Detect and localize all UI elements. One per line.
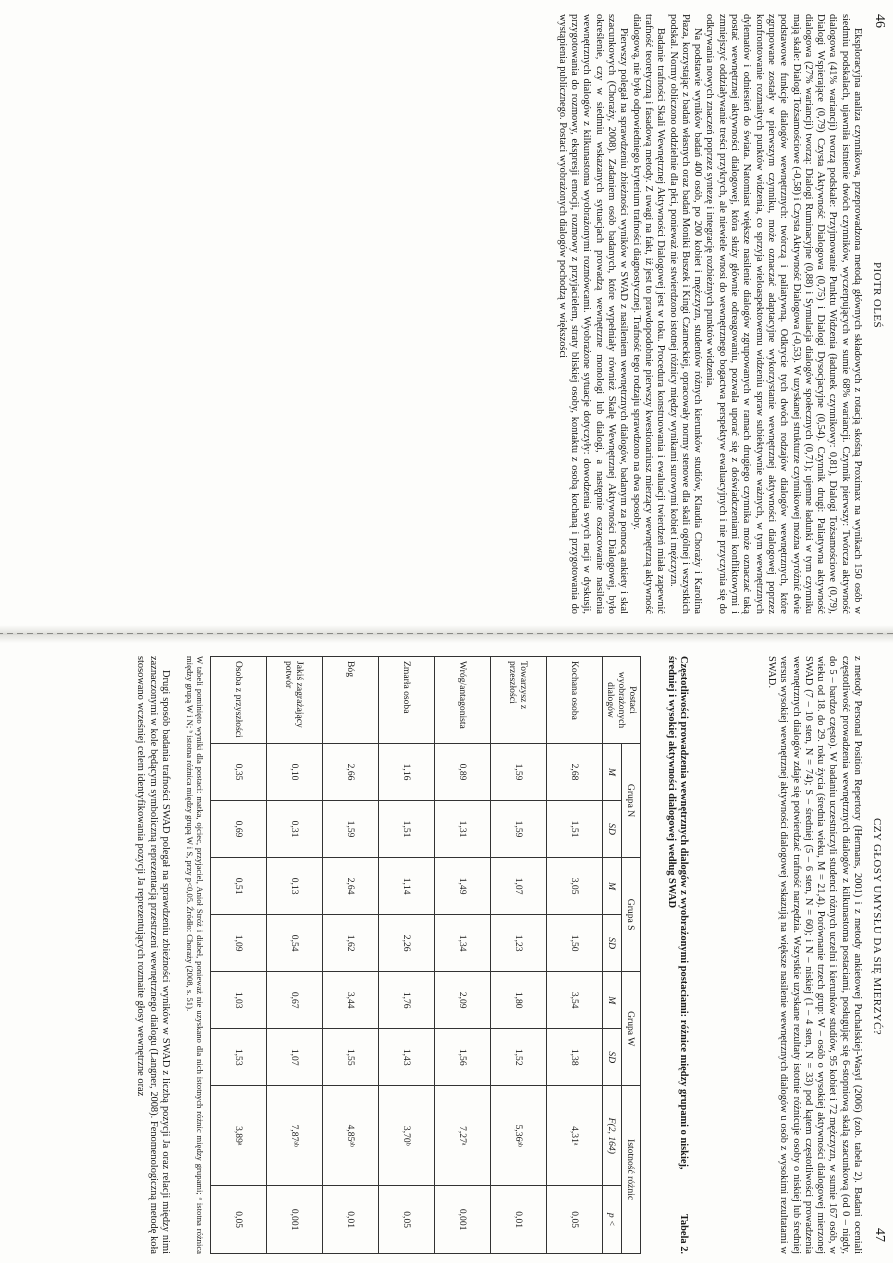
table-cell: 2,64 (323, 858, 379, 915)
table-cell: 0,31 (267, 801, 323, 858)
table-cell: 0,01 (491, 1186, 547, 1254)
table-cell: 1,76 (379, 972, 435, 1029)
table-row (323, 657, 379, 1254)
table-cell: 0,05 (379, 1186, 435, 1254)
paragraph: Eksploracyjna analiza czynnikowa, przeprowadzona metodą głównych składowych z rotacją skośną Proximax na wynikach 150 osób w siedmiu podskalach, ujawniła istnienie dwóch czynników, wyczerpujących w sumie 68% wariancji. Czynnik pierwszy: Twórcza aktywność dialogowa (41% wariancji) tworzą podskale: Przyjmowanie Punktu Widzenia (ładunek czynnikowy: 0,81), Dialogi Tożsamościowe (0,79), Dialogi Wspierające (0,79) Czysta Aktywność Dialogowa (0,75) i Dialogi Dysocjacyjne (0,54). Czynnik drugi: Paliatywna aktywność dialogowa (27% wariancji) tworzą: Dialogi Ruminacyjne (0,88) i Symulacja dialogów społecznych (0,71); ujemne ładunki w tym czynniku mają skale: Dialogi Tożsamościowe (-0,58) i Czysta Aktywność Dialogowa (-0,53). W uzyskanej strukturze czynnikowej można wyróżnić dwie podstawowe funkcje dialogów wewnętrznych: twórczą i paliatywną. Odkrycie tych dwóch rodzajów dialogów wewnętrznych, które zgrupowane zostały w pierwszym czynniku, może oznaczać adaptacyjne wykorzystanie wewnętrznej aktywności dialogowej poprzez konfrontowanie rozmaitych punktów widzenia, co sprzyja wieloaspektowemu widzeniu spraw subiektywnie ważnych, w tym wewnętrznych dylematów i odniesień do świata. Natomiast większe nasilenie dialogów zgrupowanych w ramach drugiego czynnika może oznaczać taką postać wewnętrznej aktywności dialogowej, która służy głównie odreagowaniu, pozwala uporać się z doświadczeniami konfliktowymi i zmniejszyć oddziaływanie treści przykrych, ale niewiele wnosi do wewnętrznego bogactwa perspektyw ewaluacyjnych i nie przyczynia się do odkrywania nowych znaczeń poprzez syntezę i integrację rozbieżnych punktów widzenia. (704, 14, 863, 614)
gutter-line (0, 633, 893, 634)
table-cell: 0,89 (435, 744, 491, 801)
table-cell: 2,68 (547, 744, 603, 801)
table-cell: 2,09 (435, 972, 491, 1029)
paragraph: z metody Personal Position Repertory (Hermans, 2001) i z metody ankietowej Puchalskiej-Wasyl (2006) (zob. tabela 2). Badani oceniali częstotliwość prowadzenia wewnętrznych dialogów z kilkunastoma postaciami, posługując się 6-stopniową skalą szacunkową (od 0 – nigdy, do 5 – bardzo często). W badaniu uczestniczyli studenci różnych uczelni i kierunków studiów, 95 kobiet i 72 mężczyzn, w sumie 167 osób, w wieku od 18. do 29. roku życia (średnia wieku, M = 21,4). Porównanie trzech grup: W – osób o wysokiej aktywności dialogowej mierzonej SWAD (7 – 10 sten, N = 74); S – średniej (5 – 6 sten, N = 60); i N – niskiej (1 – 4 sten, N = 33) pod kątem częstotliwości prowadzenia wewnętrznych dialogów zdaje się potwierdzać trafność narzędzia. Wszystkie uzyskane rezultaty istotnie różnicuje osoby o niskiej lub średniej versus wysokiej wewnętrznej aktywności dialogowej wskazują na większe nasilenie wewnętrznych dialogów u osób z wysokimi rezultatami w SWAD. (765, 656, 863, 1254)
table-cell: 1,59 (323, 801, 379, 858)
table-cell: 1,59 (491, 801, 547, 858)
page-gutter (0, 625, 893, 643)
table-cell: 0,35 (211, 744, 267, 801)
table-cell: 0,69 (211, 801, 267, 858)
table-cell: 3,70ᵇ (379, 1086, 435, 1186)
table-cell: 1,23 (491, 915, 547, 972)
table-cell: 7,87ᵃᵇ (267, 1086, 323, 1186)
running-header: CZY GŁOSY UMYSŁU DA SIĘ MIERZYĆ? (871, 818, 883, 1036)
table-header-row (622, 657, 641, 1254)
sub-header: p < (603, 1186, 622, 1254)
table-label: Tabela 2. (678, 1213, 689, 1254)
table-cell: 1,56 (435, 1029, 491, 1086)
left-page (0, 0, 893, 620)
table-cell: 0,001 (435, 1186, 491, 1254)
table-row (267, 657, 323, 1254)
table-cell: 1,55 (323, 1029, 379, 1086)
table-cell: 0,01 (323, 1186, 379, 1254)
sub-header: F(2, 164) (603, 1086, 622, 1186)
table-row (211, 657, 267, 1254)
row-label: Osoba z przyszłości (211, 657, 267, 744)
table-cell: 1,07 (267, 1029, 323, 1086)
sub-header: M (603, 744, 622, 801)
right-intro-text (765, 656, 863, 1254)
table-cell: 4,85ᵃᵇ (323, 1086, 379, 1186)
page-number: 47 (872, 1228, 887, 1242)
table-row (379, 657, 435, 1254)
row-label: Zmarła osoba (379, 657, 435, 744)
table-cell: 1,07 (491, 858, 547, 915)
table-cell: 3,89ᵃ (211, 1086, 267, 1186)
table-cell: 1,52 (491, 1029, 547, 1086)
row-label: Bóg (323, 657, 379, 744)
sub-header: SD (603, 801, 622, 858)
paragraph: Pierwszy polegał na sprawdzeniu zbieżności wyników w SWAD z nasileniem wewnętrznych dialogów, badanym za pomocą ankiety i skal szacunkowych (Choraży, 2008). Zadaniem osób badanych, które wypełniały również Skalę Wewnętrznej Aktywności Dialogowej, było określenie, czy w siedmiu wskazanych sytuacjach prowadzą wewnętrzne monologi lub dialogi, a następnie oszacowanie nasilenia wewnętrznych dialogów z kilkunastoma wyobrażonymi rozmówcami. Wyobrażone sytuacje dotyczyły: dowodzenia swych racji w dyskusji, przygotowania do rozmowy, ekspresji emocji, rozmowy z przyjacielem, straty bliskiej osoby, kontaktu z osobą kochaną i przygotowania do wystąpienia publicznego. Postaci wyobrażonych dialogów pochodzą w większości (556, 14, 630, 614)
paragraph: Na podstawie wyników badań 400 osób, po 200 kobiet i mężczyzn, studentów różnych kierunków studiów, Klaudia Choraży i Karolina Płaza, korzystając z badań własnych oraz badań Moniki Buszek i Kingi Czarneckiej, opracowały normy stenowe dla skali ogólnej i wszystkich podskal. Normy obliczono oddzielnie dla płci, ponieważ nie stwierdzono istotnej różnicy między wynikami surowymi kobiet i mężczyzn. (667, 14, 704, 614)
table-cell: 1,59 (491, 744, 547, 801)
table-cell: 0,51 (211, 858, 267, 915)
table-cell: 2,66 (323, 744, 379, 801)
table-cell: 0,10 (267, 744, 323, 801)
row-label: Towarzysz z przeszłości (491, 657, 547, 744)
table-cell: 5,36ᵃᵇ (491, 1086, 547, 1186)
sub-header: SD (603, 1029, 622, 1086)
right-page (0, 648, 893, 1263)
row-label: Jakiś zagrażający potwór (267, 657, 323, 744)
table-body (211, 657, 603, 1254)
table-cell: 7,27ᵃ (435, 1086, 491, 1186)
table-cell: 4,31ᵃ (547, 1086, 603, 1186)
table-cell: 3,54 (547, 972, 603, 1029)
table-cell: 1,38 (547, 1029, 603, 1086)
table-subheader-row (603, 657, 622, 1254)
group-header: Grupa S (622, 858, 641, 972)
row-label: Kochana osoba (547, 657, 603, 744)
table-cell: 1,51 (547, 801, 603, 858)
paragraph: Drugi sposób badania trafności SWAD polegał na sprawdzeniu zbieżności wyników w SWAD z liczbą pozycji Ja oraz relacji między nimi zaznaczonymi w kole będącym symboliczną reprezentacją przestrzeni wewnętrznego dialogu (Langner, 2008). Fenomenologiczną metodę koła stosowano wcześniej celem identyfikowania pozycji Ja reprezentujących rozmaite głosy wewnętrzne oraz (135, 656, 171, 1254)
group-header: Istotność różnic (622, 1086, 641, 1254)
table-cell: 1,14 (379, 858, 435, 915)
table-note: W tabeli pominięto wyniki dla postaci: matka, ojciec, przyjaciel, Anioł Stróż i diabeł, ponieważ nie uzyskano dla nich istotnych różnic między grupami; ᵃ istotna różnica między grupą W i N; ᵇ istotna różnica między grupą W i S, przy p<0,05. Źródło: Choraży (2008, s. 51). (184, 656, 205, 1254)
sub-header: M (603, 858, 622, 915)
row-label: Wróg/antagonista (435, 657, 491, 744)
table-cell: 0,05 (547, 1186, 603, 1254)
table-cell: 0,67 (267, 972, 323, 1029)
group-header: Grupa N (622, 744, 641, 858)
table-cell: 1,09 (211, 915, 267, 972)
table-cell: 3,05 (547, 858, 603, 915)
table-row (547, 657, 603, 1254)
table-cell: 0,05 (211, 1186, 267, 1254)
table-cell: 1,62 (323, 915, 379, 972)
running-header: PIOTR OLEŚ (871, 262, 883, 329)
table-cell: 1,80 (491, 972, 547, 1029)
table-caption (664, 656, 689, 1254)
table-cell: 3,44 (323, 972, 379, 1029)
paragraph: Badanie trafności Skali Wewnętrznej Aktywności Dialogowej jest w toku. Procedura konstruowania i ewaluacji twierdzeń miała zapewnić trafność teoretyczną i fasadową metody. Z uwagi na fakt, iż jest to prawdopodobnie pierwszy kwestionariusz mierzący wewnętrzną aktywność dialogową, nie było odpowiedniego kryterium trafności diagnostycznej. Trafność tego rodzaju sprawdzono na dwa sposoby. (630, 14, 667, 614)
sub-header: M (603, 972, 622, 1029)
table-cell: 1,43 (379, 1029, 435, 1086)
table-row (491, 657, 547, 1254)
table-cell: 1,53 (211, 1029, 267, 1086)
table-cell: 1,34 (435, 915, 491, 972)
table-cell: 2,26 (379, 915, 435, 972)
table-notes (184, 656, 205, 1254)
page-number: 46 (872, 14, 887, 28)
table-cell: 1,16 (379, 744, 435, 801)
group-header: Grupa W (622, 972, 641, 1086)
table-row (435, 657, 491, 1254)
sub-header: SD (603, 915, 622, 972)
data-table (210, 656, 641, 1254)
table-cell: 1,31 (435, 801, 491, 858)
table-cell: 0,001 (267, 1186, 323, 1254)
table-cell: 1,49 (435, 858, 491, 915)
right-closing-text (134, 656, 171, 1254)
table-cell: 0,13 (267, 858, 323, 915)
table-cell: 1,50 (547, 915, 603, 972)
table-cell: 0,54 (267, 915, 323, 972)
table-caption-text: Częstotliwości prowadzenia wewnętrznych dialogów z wyobrażonymi postaciami: różnice między grupami o niskiej, średniej i wysokiej aktywności dialogowej według SWAD (665, 656, 689, 1170)
row-header: Postaci wyobrażonych dialogów (603, 657, 641, 744)
left-body-text (556, 14, 863, 614)
table-cell: 1,03 (211, 972, 267, 1029)
table-cell: 1,51 (379, 801, 435, 858)
